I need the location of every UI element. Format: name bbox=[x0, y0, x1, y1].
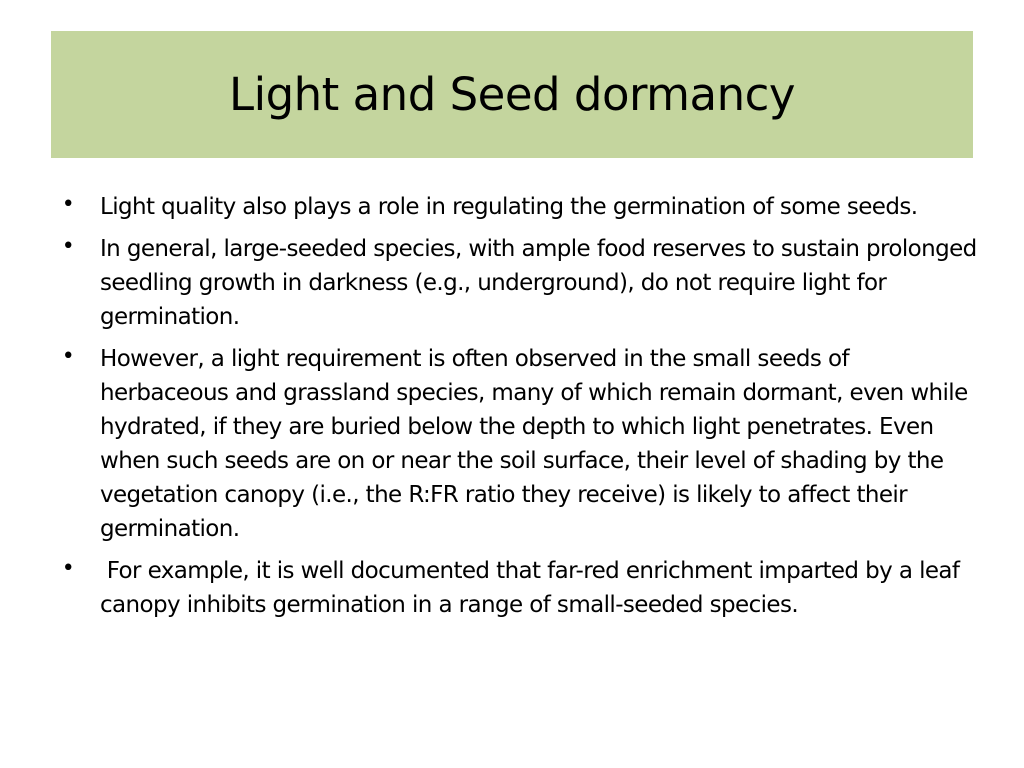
bullet-text: However, a light requirement is often observed in the small seeds of herbaceous and grassland species, many of which remain dormant, even while hydrated, if they are buried below the depth to which light penetrates. Even when such seeds are on or near the soil surface, their level of shading by the vegetation canopy (i.e., the R:FR ratio they receive) is likely to affect their germination. bbox=[100, 346, 968, 542]
bullet-text: For example, it is well documented that far-red enrichment imparted by a leaf canopy inhibits germination in a range of small-seeded species. bbox=[100, 558, 967, 618]
bullet-text: In general, large-seeded species, with ample food reserves to sustain prolonged seedling growth in darkness (e.g., underground), do not require light for germination. bbox=[100, 236, 977, 330]
bullet-item bbox=[58, 190, 978, 224]
bullet-icon: • bbox=[61, 234, 75, 259]
bullet-item bbox=[58, 232, 978, 334]
bullet-item bbox=[58, 342, 978, 546]
bullet-text: Light quality also plays a role in regulating the germination of some seeds. bbox=[100, 194, 918, 220]
bullet-item bbox=[58, 554, 978, 622]
bullet-icon: • bbox=[61, 556, 75, 581]
title-banner bbox=[51, 31, 973, 158]
slide-title: Light and Seed dormancy bbox=[229, 68, 795, 121]
bullet-icon: • bbox=[61, 192, 75, 217]
bullet-list bbox=[58, 190, 978, 630]
bullet-icon: • bbox=[61, 344, 75, 369]
